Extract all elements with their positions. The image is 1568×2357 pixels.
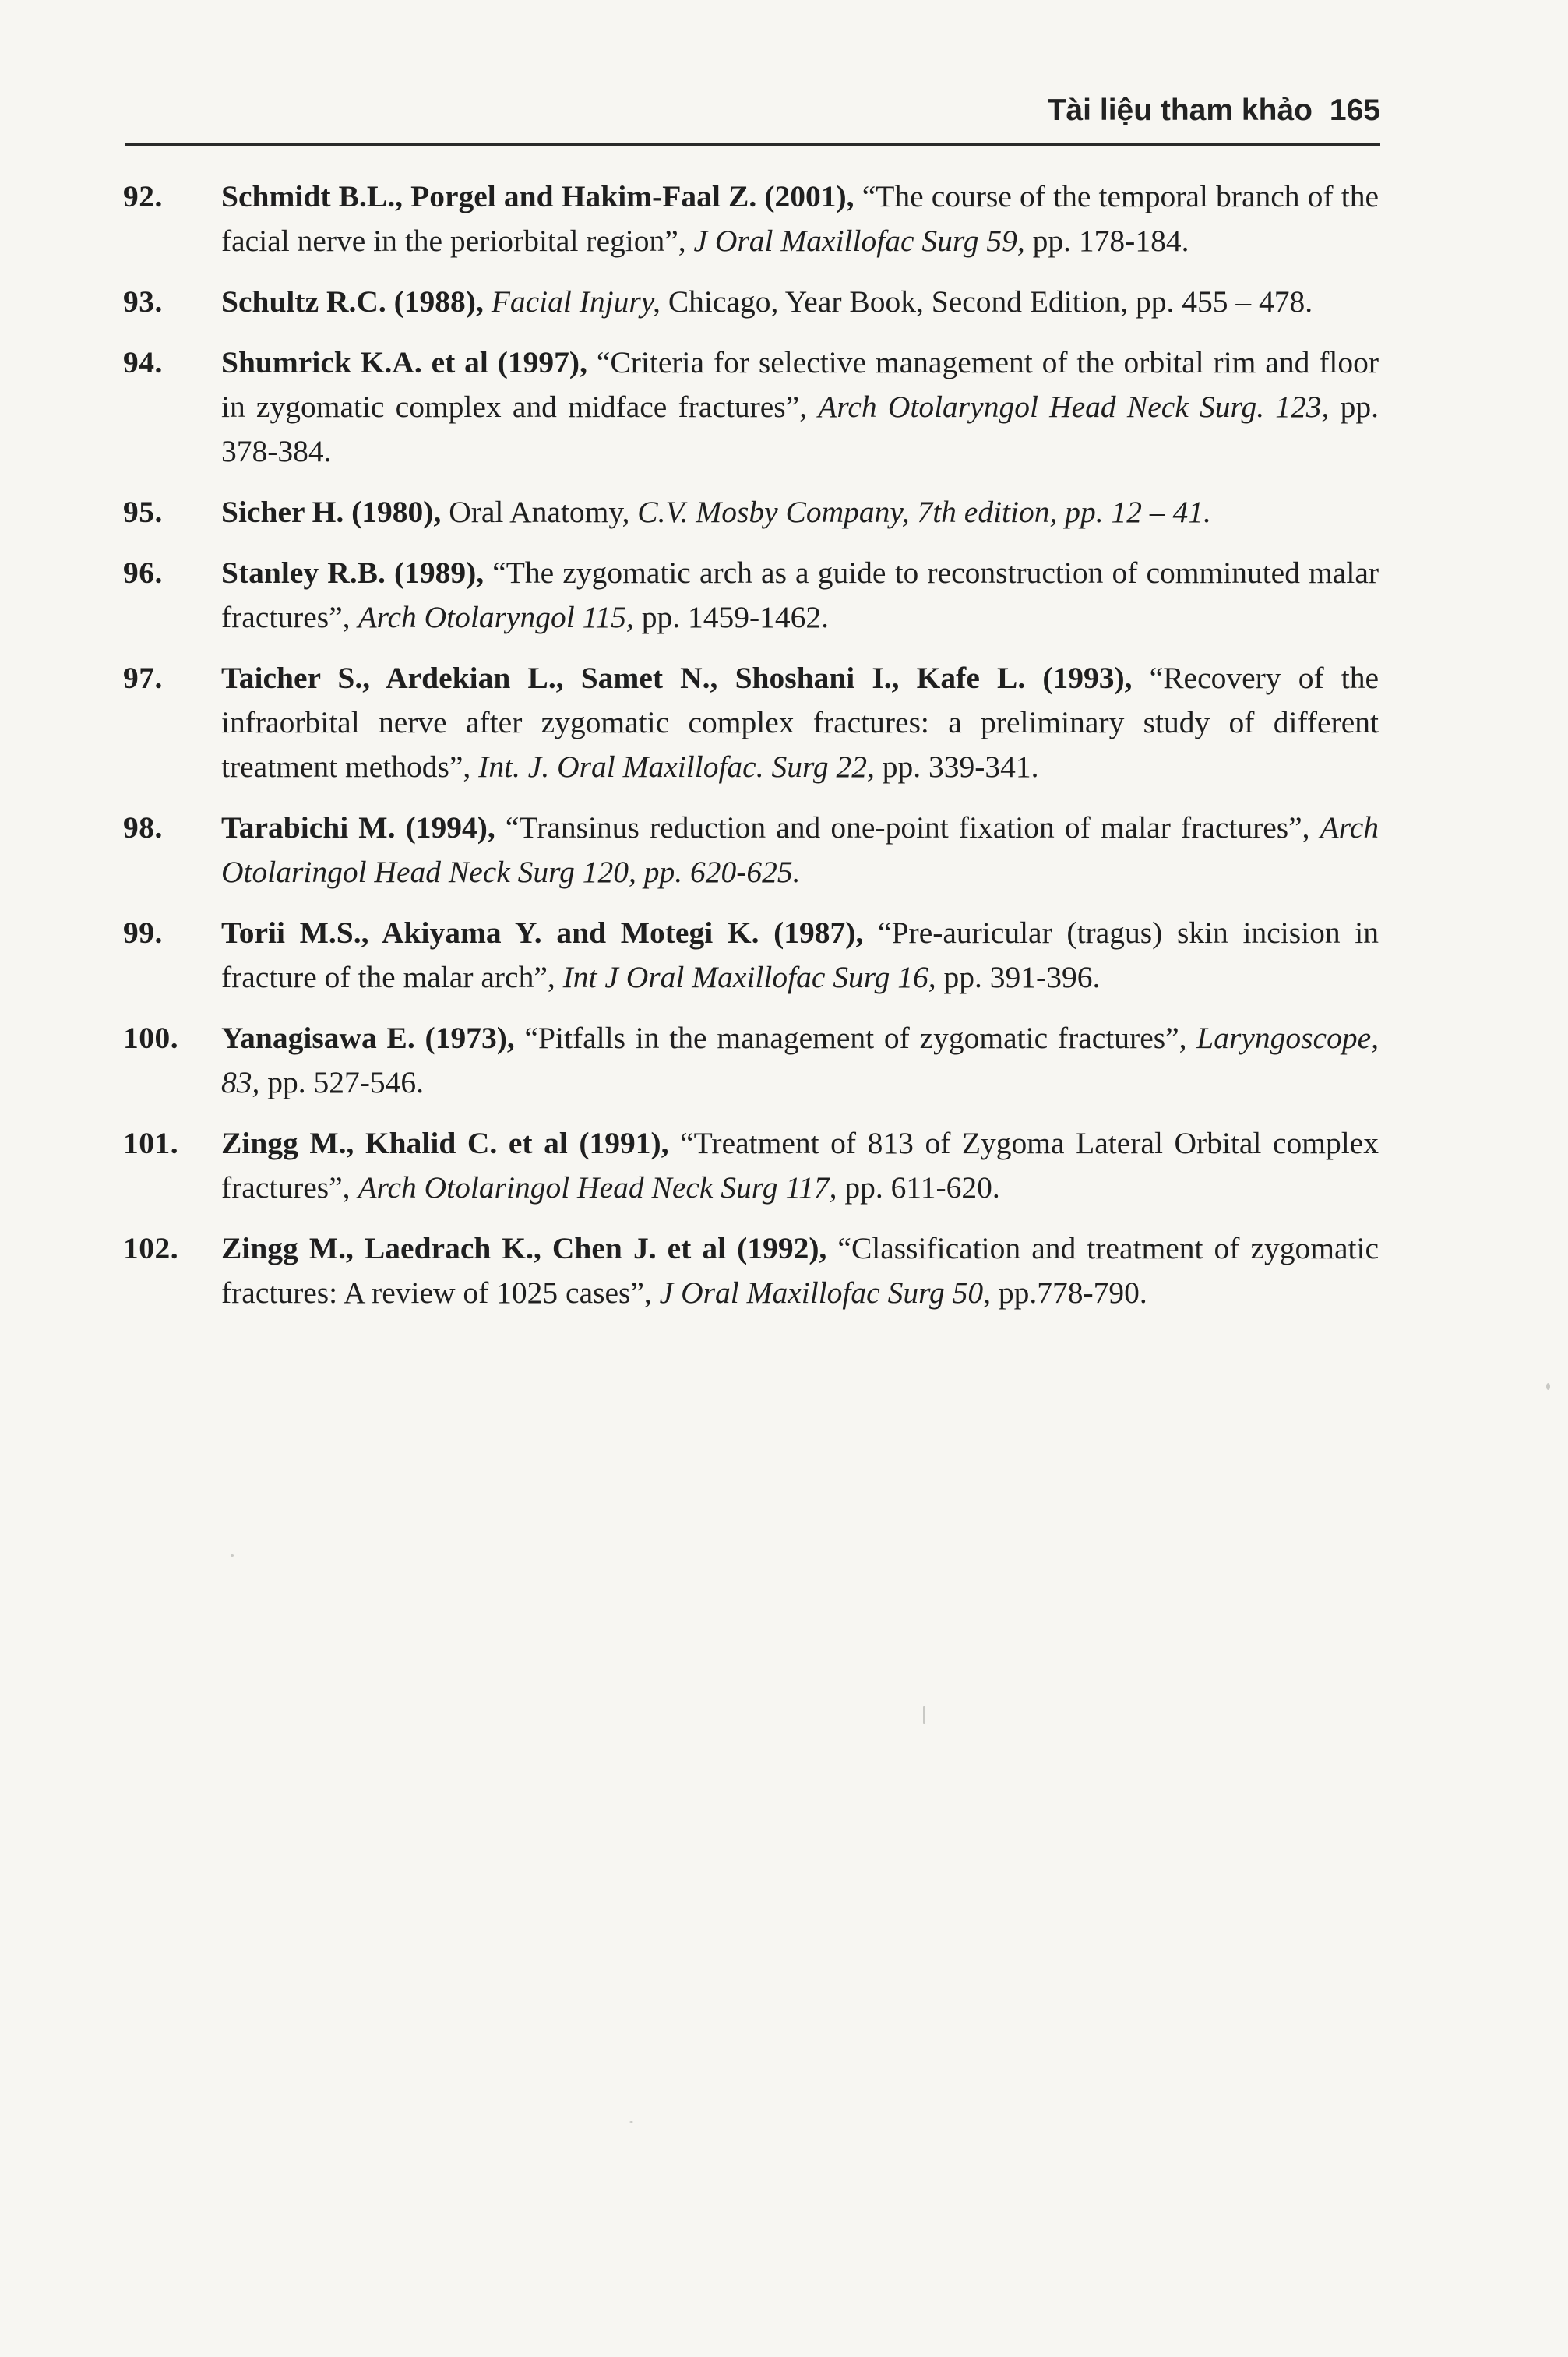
reference-title: “Treatment of 813 of Zygoma Lateral Orbital complex fractures”, (221, 1126, 1379, 1205)
reference-pages: pp. 378-384. (221, 390, 1379, 468)
reference-item (123, 340, 1379, 474)
running-header (125, 87, 1380, 134)
scan-speck (629, 2121, 633, 2123)
reference-authors: Zingg M., Khalid C. et al (1991), (221, 1126, 669, 1160)
reference-pages: pp. 178-184. (1024, 224, 1189, 258)
reference-text (221, 911, 1379, 1000)
reference-item (123, 1121, 1379, 1210)
reference-pages: pp. 391-396. (936, 960, 1101, 994)
reference-source: Arch Otolaryngol 115, (358, 600, 634, 634)
scan-speck (1546, 1383, 1550, 1390)
reference-text (221, 1226, 1379, 1315)
reference-number: 95. (123, 495, 163, 529)
reference-item (123, 1016, 1379, 1105)
reference-title (484, 284, 492, 319)
reference-title: “Classification and treatment of zygomatic fractures: A review of 1025 cases”, (221, 1231, 1379, 1310)
reference-number: 98. (123, 810, 163, 845)
reference-title: “The course of the temporal branch of the facial nerve in the periorbital region”, (221, 179, 1379, 258)
reference-authors: Tarabichi M. (1994), (221, 810, 495, 845)
reference-title: “Pre-auricular (tragus) skin incision in fracture of the malar arch”, (221, 916, 1379, 994)
reference-item (123, 551, 1379, 640)
reference-authors: Schmidt B.L., Porgel and Hakim-Faal Z. (2001), (221, 179, 854, 213)
reference-title: “Pitfalls in the management of zygomatic fractures”, (514, 1021, 1197, 1055)
reference-text (221, 1121, 1379, 1210)
scan-speck (231, 1554, 234, 1557)
reference-pages: pp.778-790. (990, 1276, 1147, 1310)
reference-text (221, 175, 1379, 263)
reference-source: J Oral Maxillofac Surg 50, (659, 1276, 991, 1310)
reference-pages: pp. 527-546. (259, 1065, 425, 1099)
reference-authors: Shumrick K.A. et al (1997), (221, 345, 587, 379)
reference-item (123, 490, 1379, 535)
reference-authors: Torii M.S., Akiyama Y. and Motegi K. (1987), (221, 916, 864, 950)
reference-number: 96. (123, 556, 163, 590)
reference-number: 102. (123, 1231, 179, 1265)
reference-pages: pp. 1459-1462. (633, 600, 829, 634)
reference-list (123, 175, 1379, 1332)
reference-number: 97. (123, 661, 163, 695)
reference-pages: pp. 611-620. (837, 1170, 1000, 1205)
reference-number: 94. (123, 345, 163, 379)
reference-title: Oral Anatomy, (441, 495, 638, 529)
reference-title: “The zygomatic arch as a guide to reconstruction of comminuted malar fractures”, (221, 556, 1379, 634)
reference-source: Facial Injury, (491, 284, 661, 319)
header-rule (125, 143, 1380, 146)
reference-source: C.V. Mosby Company, 7th edition, pp. 12 – 41. (637, 495, 1211, 529)
reference-authors: Sicher H. (1980), (221, 495, 442, 529)
reference-source: Arch Otolaringol Head Neck Surg 120, pp. 620-625. (221, 810, 1379, 889)
reference-authors: Schultz R.C. (1988), (221, 284, 484, 319)
reference-text (221, 340, 1379, 474)
reference-text (221, 551, 1379, 640)
reference-text (221, 280, 1379, 324)
reference-title: “Transinus reduction and one-point fixation of malar fractures”, (495, 810, 1320, 845)
page-number: 165 (1329, 94, 1380, 127)
reference-item (123, 656, 1379, 789)
reference-text (221, 806, 1379, 894)
reference-title: “Recovery of the infraorbital nerve after zygomatic complex fractures: a preliminary study of different treatment methods”, (221, 661, 1379, 784)
reference-source: Arch Otolaryngol Head Neck Surg. 123, (818, 390, 1330, 424)
reference-pages: Chicago, Year Book, Second Edition, pp. 455 – 478. (660, 284, 1313, 319)
reference-authors: Stanley R.B. (1989), (221, 556, 484, 590)
reference-authors: Yanagisawa E. (1973), (221, 1021, 515, 1055)
reference-number: 92. (123, 179, 163, 213)
reference-source: Arch Otolaringol Head Neck Surg 117, (358, 1170, 837, 1205)
reference-authors: Zingg M., Laedrach K., Chen J. et al (1992), (221, 1231, 827, 1265)
reference-source: Int J Oral Maxillofac Surg 16, (562, 960, 936, 994)
reference-pages: pp. 339-341. (874, 750, 1039, 784)
reference-text (221, 1016, 1379, 1105)
reference-text (221, 656, 1379, 789)
scan-speck (923, 1706, 925, 1724)
reference-number: 93. (123, 284, 163, 319)
reference-text (221, 490, 1379, 535)
section-title: Tài liệu tham khảo (1047, 94, 1313, 127)
reference-source: Int. J. Oral Maxillofac. Surg 22, (478, 750, 875, 784)
reference-item (123, 175, 1379, 263)
reference-number: 101. (123, 1126, 179, 1160)
reference-item (123, 911, 1379, 1000)
reference-item (123, 806, 1379, 894)
reference-number: 99. (123, 916, 163, 950)
reference-item (123, 1226, 1379, 1315)
reference-item (123, 280, 1379, 324)
reference-number: 100. (123, 1021, 179, 1055)
reference-authors: Taicher S., Ardekian L., Samet N., Shoshani I., Kafe L. (1993), (221, 661, 1133, 695)
reference-source: Laryngoscope, 83, (221, 1021, 1379, 1099)
reference-title: “Criteria for selective management of the orbital rim and floor in zygomatic complex and midface fractures”, (221, 345, 1379, 424)
reference-source: J Oral Maxillofac Surg 59, (693, 224, 1025, 258)
